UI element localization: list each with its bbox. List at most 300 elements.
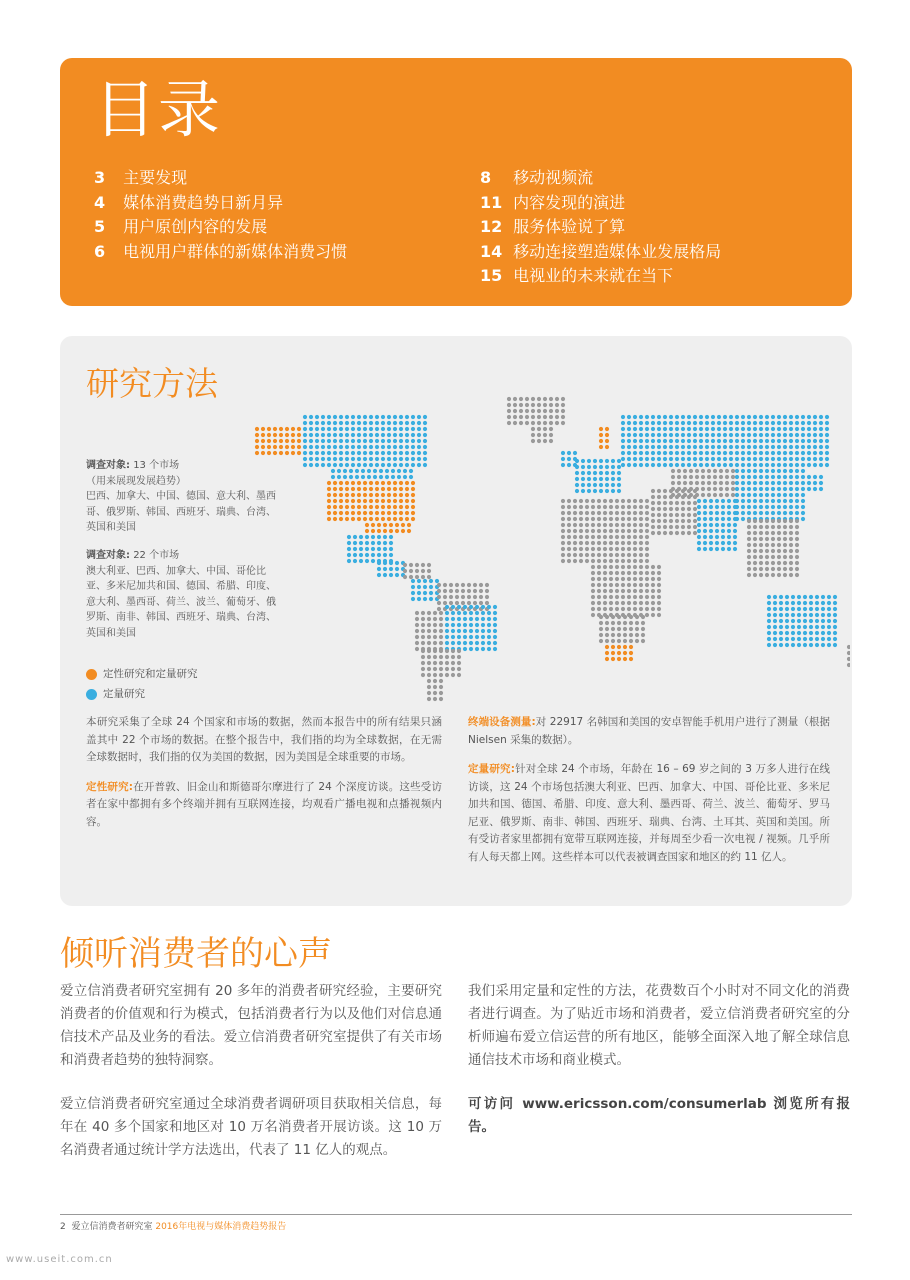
map-dot [415, 623, 419, 627]
map-dot [789, 505, 793, 509]
map-dot [573, 547, 577, 551]
map-dot [361, 475, 365, 479]
map-dot [531, 415, 535, 419]
map-dot [777, 499, 781, 503]
map-dot [591, 589, 595, 593]
map-dot [351, 445, 355, 449]
map-dot [771, 463, 775, 467]
map-dot [785, 595, 789, 599]
map-dot [423, 451, 427, 455]
map-dot [807, 451, 811, 455]
map-dot [753, 421, 757, 425]
map-dot [603, 607, 607, 611]
map-dot [753, 493, 757, 497]
map-dot [363, 421, 367, 425]
map-dot [821, 619, 825, 623]
survey-note: （用来展现发展趋势） [86, 475, 186, 487]
map-dot [813, 451, 817, 455]
map-dot [591, 613, 595, 617]
map-dot [303, 457, 307, 461]
map-dot [723, 463, 727, 467]
map-dot [399, 517, 403, 521]
map-dot [375, 499, 379, 503]
map-dot [363, 433, 367, 437]
map-dot [273, 427, 277, 431]
toc-item[interactable] [480, 240, 721, 265]
map-dot [345, 511, 349, 515]
map-dot [333, 415, 337, 419]
map-dot [369, 439, 373, 443]
map-dot [371, 559, 375, 563]
map-dot [721, 541, 725, 545]
map-dot [279, 433, 283, 437]
map-dot [427, 611, 431, 615]
map-dot [821, 625, 825, 629]
map-dot [409, 575, 413, 579]
map-dot [747, 475, 751, 479]
map-dot [621, 607, 625, 611]
map-dot [701, 481, 705, 485]
map-dot [779, 607, 783, 611]
map-dot [657, 495, 661, 499]
map-dot [681, 433, 685, 437]
map-dot [729, 451, 733, 455]
map-dot [711, 415, 715, 419]
map-dot [715, 517, 719, 521]
map-dot [345, 427, 349, 431]
map-dot [439, 673, 443, 677]
map-dot [789, 487, 793, 491]
map-dot [373, 475, 377, 479]
map-dot [333, 493, 337, 497]
map-dot [267, 439, 271, 443]
map-dot [543, 433, 547, 437]
map-dot [599, 433, 603, 437]
map-dot [327, 493, 331, 497]
map-dot [645, 565, 649, 569]
map-dot [801, 415, 805, 419]
map-dot [531, 403, 535, 407]
map-dot [621, 445, 625, 449]
map-dot [759, 433, 763, 437]
map-dot [255, 427, 259, 431]
map-dot [669, 531, 673, 535]
map-dot [369, 493, 373, 497]
map-dot [463, 617, 467, 621]
map-dot [773, 613, 777, 617]
map-dot [633, 601, 637, 605]
toc-item[interactable] [94, 240, 347, 265]
toc-item[interactable] [480, 215, 721, 240]
map-dot [303, 463, 307, 467]
map-dot [451, 617, 455, 621]
map-dot [641, 639, 645, 643]
map-dot [581, 483, 585, 487]
map-dot [717, 463, 721, 467]
map-dot [779, 631, 783, 635]
map-dot [513, 403, 517, 407]
map-dot [729, 433, 733, 437]
map-dot [723, 439, 727, 443]
map-dot [791, 595, 795, 599]
map-dot [351, 499, 355, 503]
map-dot [819, 445, 823, 449]
map-dot [463, 629, 467, 633]
map-dot [747, 415, 751, 419]
map-dot [367, 469, 371, 473]
map-dot [429, 579, 433, 583]
map-dot [753, 531, 757, 535]
map-dot [493, 647, 497, 651]
map-dot [383, 573, 387, 577]
map-dot [337, 469, 341, 473]
map-dot [627, 523, 631, 527]
map-dot [605, 651, 609, 655]
map-dot [303, 439, 307, 443]
map-dot [683, 493, 687, 497]
map-dot [725, 481, 729, 485]
map-dot [349, 469, 353, 473]
map-dot [681, 451, 685, 455]
map-dot [777, 537, 781, 541]
map-dot [359, 535, 363, 539]
map-dot [513, 415, 517, 419]
map-dot [599, 627, 603, 631]
map-dot [609, 589, 613, 593]
map-dot [669, 421, 673, 425]
map-dot [393, 499, 397, 503]
survey-label: 调查对象: [86, 460, 130, 471]
toc-item[interactable] [480, 191, 721, 216]
map-dot [621, 541, 625, 545]
map-dot [507, 415, 511, 419]
map-dot [567, 547, 571, 551]
toc-item-label: 内容发现的演进 [513, 192, 626, 212]
map-dot [349, 475, 353, 479]
map-dot [809, 619, 813, 623]
map-dot [727, 511, 731, 515]
map-dot [639, 577, 643, 581]
map-dot [395, 561, 399, 565]
legend-label: 定量研究 [103, 688, 145, 700]
map-dot [759, 567, 763, 571]
map-dot [593, 477, 597, 481]
map-dot [747, 463, 751, 467]
map-dot [771, 555, 775, 559]
map-dot [573, 559, 577, 563]
map-dot [707, 487, 711, 491]
map-dot [579, 547, 583, 551]
map-dot [771, 543, 775, 547]
map-dot [605, 477, 609, 481]
map-dot [339, 451, 343, 455]
map-dot [721, 511, 725, 515]
map-dot [433, 655, 437, 659]
map-dot [663, 421, 667, 425]
map-dot [309, 415, 313, 419]
map-dot [411, 597, 415, 601]
map-dot [451, 623, 455, 627]
map-dot [639, 421, 643, 425]
map-dot [597, 565, 601, 569]
map-dot [807, 487, 811, 491]
map-dot [621, 457, 625, 461]
map-dot [427, 617, 431, 621]
map-dot [759, 505, 763, 509]
map-dot [771, 421, 775, 425]
map-dot [537, 439, 541, 443]
map-dot [291, 445, 295, 449]
map-dot [365, 541, 369, 545]
map-dot [803, 601, 807, 605]
map-dot [621, 589, 625, 593]
quantitative-label: 定量研究: [468, 763, 515, 775]
map-dot [693, 513, 697, 517]
map-dot [399, 463, 403, 467]
map-dot [623, 657, 627, 661]
map-dot [747, 445, 751, 449]
map-dot [813, 421, 817, 425]
map-dot [657, 531, 661, 535]
map-dot [585, 499, 589, 503]
map-dot [375, 463, 379, 467]
map-dot [699, 451, 703, 455]
map-dot [411, 421, 415, 425]
map-dot [339, 481, 343, 485]
map-dot [633, 541, 637, 545]
map-dot [609, 505, 613, 509]
watermark: www.useit.com.cn [6, 1254, 113, 1265]
map-dot [363, 439, 367, 443]
map-dot [339, 499, 343, 503]
toc-item[interactable] [480, 166, 721, 191]
map-dot [347, 541, 351, 545]
map-dot [759, 463, 763, 467]
map-dot [401, 523, 405, 527]
map-dot [629, 615, 633, 619]
map-dot [747, 567, 751, 571]
map-dot [765, 469, 769, 473]
map-dot [657, 577, 661, 581]
map-dot [507, 397, 511, 401]
map-dot [321, 427, 325, 431]
map-dot [627, 511, 631, 515]
map-dot [409, 569, 413, 573]
map-dot [339, 457, 343, 461]
map-dot [389, 541, 393, 545]
map-dot [819, 439, 823, 443]
map-dot [599, 459, 603, 463]
map-dot [339, 487, 343, 491]
map-dot [747, 519, 751, 523]
map-dot [783, 427, 787, 431]
toc-item[interactable] [480, 264, 721, 289]
toc-item[interactable] [94, 215, 347, 240]
map-dot [585, 529, 589, 533]
map-dot [713, 481, 717, 485]
map-dot [783, 421, 787, 425]
map-dot [825, 457, 829, 461]
toc-item-label: 电视业的未来就在当下 [513, 266, 674, 285]
map-dot [797, 643, 801, 647]
map-dot [645, 463, 649, 467]
map-dot [627, 505, 631, 509]
map-dot [663, 513, 667, 517]
map-dot [309, 445, 313, 449]
map-dot [791, 607, 795, 611]
map-dot [809, 631, 813, 635]
map-dot [327, 421, 331, 425]
map-dot [363, 457, 367, 461]
map-dot [597, 541, 601, 545]
map-dot [345, 439, 349, 443]
map-dot [381, 445, 385, 449]
map-dot [401, 529, 405, 533]
visit-link-text[interactable]: 可访问 www.ericsson.com/consumerlab 浏览所有报告。 [468, 1096, 850, 1135]
map-dot [415, 569, 419, 573]
map-dot [363, 505, 367, 509]
map-dot [351, 451, 355, 455]
map-dot [641, 627, 645, 631]
map-dot [759, 493, 763, 497]
map-dot [721, 517, 725, 521]
map-dot [779, 643, 783, 647]
map-dot [327, 505, 331, 509]
map-dot [421, 617, 425, 621]
map-dot [609, 535, 613, 539]
map-dot [699, 415, 703, 419]
map-dot [405, 505, 409, 509]
map-dot [825, 427, 829, 431]
map-dot [747, 555, 751, 559]
map-dot [405, 421, 409, 425]
map-dot [627, 559, 631, 563]
map-dot [621, 433, 625, 437]
map-dot [371, 535, 375, 539]
map-dot [671, 493, 675, 497]
map-dot [375, 433, 379, 437]
map-dot [423, 415, 427, 419]
legend-label: 定性研究和定量研究 [103, 668, 198, 680]
map-dot [783, 493, 787, 497]
map-dot [411, 463, 415, 467]
map-dot [549, 415, 553, 419]
map-dot [345, 505, 349, 509]
map-dot [687, 427, 691, 431]
map-dot [561, 559, 565, 563]
map-dot [399, 451, 403, 455]
map-dot [639, 463, 643, 467]
map-dot [573, 511, 577, 515]
map-dot [267, 427, 271, 431]
map-dot [663, 457, 667, 461]
map-dot [615, 529, 619, 533]
map-dot [693, 519, 697, 523]
map-dot [573, 541, 577, 545]
toc-item[interactable] [94, 191, 347, 216]
map-dot [445, 655, 449, 659]
map-dot [821, 595, 825, 599]
map-dot [599, 639, 603, 643]
map-dot [627, 433, 631, 437]
map-dot [399, 439, 403, 443]
map-dot [369, 451, 373, 455]
toc-item[interactable] [94, 166, 347, 191]
map-dot [581, 489, 585, 493]
map-dot [315, 439, 319, 443]
map-dot [421, 661, 425, 665]
map-dot [375, 517, 379, 521]
map-dot [651, 607, 655, 611]
map-dot [813, 415, 817, 419]
map-dot [377, 573, 381, 577]
map-dot [789, 519, 793, 523]
map-dot [783, 549, 787, 553]
map-dot [351, 457, 355, 461]
map-dot [365, 523, 369, 527]
map-dot [623, 651, 627, 655]
map-dot [789, 573, 793, 577]
map-dot [417, 433, 421, 437]
map-dot [393, 493, 397, 497]
map-dot [663, 525, 667, 529]
map-dot [795, 439, 799, 443]
map-dot [697, 499, 701, 503]
map-dot [363, 481, 367, 485]
map-dot [633, 535, 637, 539]
map-dot [369, 517, 373, 521]
map-dot [451, 649, 455, 653]
map-dot [705, 439, 709, 443]
map-dot [821, 601, 825, 605]
map-dot [657, 427, 661, 431]
map-dot [633, 433, 637, 437]
map-dot [609, 529, 613, 533]
map-dot [639, 553, 643, 557]
map-dot [451, 667, 455, 671]
map-dot [639, 505, 643, 509]
map-dot [587, 483, 591, 487]
survey-markets: 澳大利亚、巴西、加拿大、中国、哥伦比亚、多米尼加共和国、德国、希腊、印度、意大利、墨西哥、荷兰、波兰、葡萄牙、俄罗斯、南非、韩国、西班牙、瑞典、台湾、英国和美国 [86, 565, 276, 639]
map-dot [709, 535, 713, 539]
map-dot [445, 605, 449, 609]
map-dot [411, 481, 415, 485]
map-dot [369, 433, 373, 437]
map-dot [721, 535, 725, 539]
map-dot [657, 501, 661, 505]
map-dot [633, 517, 637, 521]
map-dot [587, 477, 591, 481]
map-dot [291, 439, 295, 443]
map-dot [663, 531, 667, 535]
map-dot [357, 439, 361, 443]
map-dot [795, 573, 799, 577]
map-dot [767, 613, 771, 617]
map-dot [715, 523, 719, 527]
map-dot [591, 517, 595, 521]
map-dot [561, 421, 565, 425]
map-dot [393, 481, 397, 485]
map-dot [387, 511, 391, 515]
map-dot [457, 641, 461, 645]
map-dot [633, 595, 637, 599]
map-dot [773, 637, 777, 641]
map-dot [695, 481, 699, 485]
map-dot [645, 577, 649, 581]
map-dot [635, 615, 639, 619]
map-dot [771, 531, 775, 535]
map-dot [615, 589, 619, 593]
